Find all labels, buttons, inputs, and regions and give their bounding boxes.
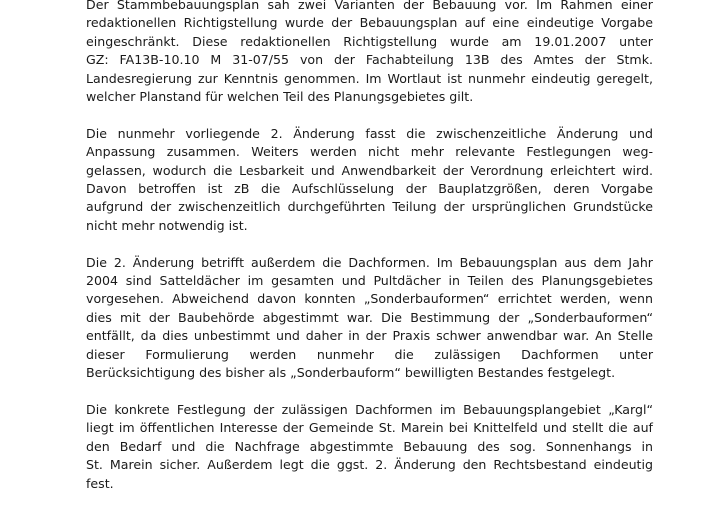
text-line: GZ: FA13B-10.10 M 31-07/55 von der Fachabteilung 13B des Amtes der Stmk. xyxy=(86,52,653,68)
text-line: 2004 sind Satteldächer im gesamten und Pultdächer in Teilen des Planungsgebietes xyxy=(86,273,653,289)
text-line: dieser Formulierung werden nunmehr die zulässigen Dachformen unter xyxy=(86,346,653,362)
text-line: Die konkrete Festlegung der zulässigen Dachformen im Bebauungsplangebiet „Kargl“ xyxy=(86,401,653,417)
text-line: gelassen, wodurch die Lesbarkeit und Anwendbarkeit der Verordnung erleichtert wird. xyxy=(86,162,653,178)
text-line: Landesregierung zur Kenntnis genommen. Im Wortlaut ist nunmehr eindeutig geregelt, xyxy=(86,70,653,86)
text-line: redaktionellen Richtigstellung wurde der Bebauungsplan auf eine eindeutige Vorgabe xyxy=(86,15,653,31)
text-line: liegt im öffentlichen Interesse der Gemeinde St. Marein bei Knittelfeld und stellt die auf xyxy=(86,420,653,436)
text-line: Berücksichtigung des bisher als „Sonderbauform“ bewilligten Bestandes festgelegt. xyxy=(86,365,616,381)
text-line: entfällt, da dies unbestimmt und daher in der Praxis schwer anwendbar war. An Stelle xyxy=(86,328,653,344)
text-line: dies mit der Baubehörde abgestimmt war. Die Bestimmung der „Sonderbauformen“ xyxy=(86,309,653,325)
document-page xyxy=(86,0,653,511)
text-line: St. Marein sicher. Außerdem legt die ggst. 2. Änderung den Rechtsbestand eindeutig xyxy=(86,457,653,473)
text-line: Die nunmehr vorliegende 2. Änderung fasst die zwischenzeitliche Änderung und xyxy=(86,125,653,141)
text-line: eingeschränkt. Diese redaktionellen Richtigstellung wurde am 19.01.2007 unter xyxy=(86,33,653,49)
paragraph-2 xyxy=(86,125,653,235)
text-line: den Bedarf und die Nachfrage abgestimmte Bebauung des sog. Sonnenhangs in xyxy=(86,438,653,454)
text-line: welcher Planstand für welchen Teil des Planungsgebietes gilt. xyxy=(86,89,474,105)
text-line: Davon betroffen ist zB die Aufschlüsselung der Bauplatzgrößen, deren Vorgabe xyxy=(86,181,653,197)
paragraph-1 xyxy=(86,0,653,106)
text-line: Der Stammbebauungsplan sah zwei Varianten der Bebauung vor. Im Rahmen einer xyxy=(86,0,653,12)
text-line: fest. xyxy=(86,475,114,491)
text-line: vorgesehen. Abweichend davon konnten „Sonderbauformen“ errichtet werden, wenn xyxy=(86,291,653,307)
paragraph-4 xyxy=(86,401,653,493)
text-line: Anpassung zusammen. Weiters werden nicht mehr relevante Festlegungen weg- xyxy=(86,144,653,160)
text-line: aufgrund der zwischenzeitlich durchgeführten Teilung der ursprünglichen Grundstücke xyxy=(86,199,653,215)
text-line: nicht mehr notwendig ist. xyxy=(86,217,248,233)
paragraph-3 xyxy=(86,254,653,383)
text-line: Die 2. Änderung betrifft außerdem die Dachformen. Im Bebauungsplan aus dem Jahr xyxy=(86,254,653,270)
